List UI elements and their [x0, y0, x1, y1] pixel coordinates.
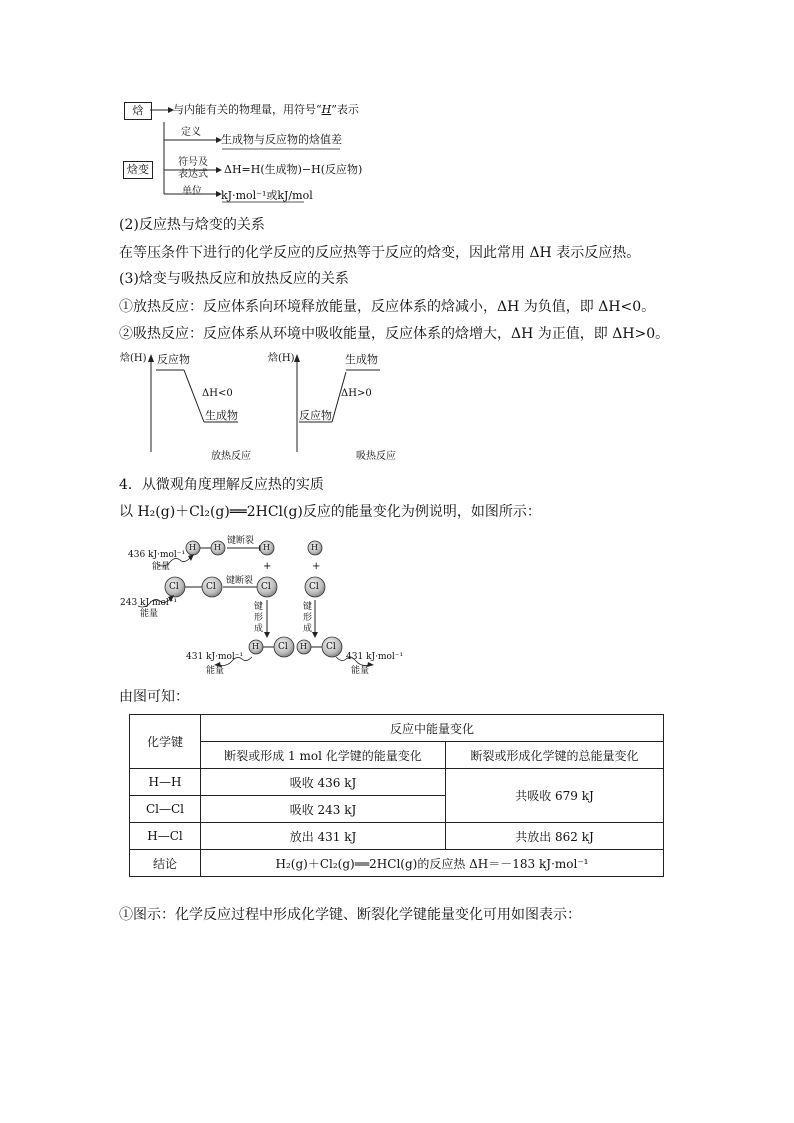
break-label-2: 键断裂	[226, 576, 254, 586]
energy-word-1: 能量	[152, 562, 171, 572]
plus-1: +	[263, 561, 272, 572]
row-single: 吸收 436 kJ	[201, 769, 446, 796]
branch-def-text: 生成物与反应物的焓值差	[221, 133, 342, 146]
right-caption: 吸热反应	[356, 451, 396, 462]
form-char-1a: 键	[254, 602, 264, 612]
form-char-3a: 成	[254, 624, 264, 634]
branch-unit-label: 单位	[182, 186, 202, 197]
energy-table	[129, 714, 664, 877]
row-total: 共放出 862 kJ	[446, 823, 664, 850]
branch-sym-label-1: 符号及	[178, 157, 208, 168]
row-bond: H—Cl	[130, 823, 201, 850]
left-caption: 放热反应	[211, 451, 251, 462]
form-char-2a: 形	[254, 613, 264, 623]
section2-heading: (2)反应热与焓变的关系	[119, 217, 265, 233]
plus-2: +	[312, 561, 321, 572]
right-bottom-label: 反应物	[299, 409, 332, 422]
header-single: 断裂或形成 1 mol 化学键的能量变化	[201, 742, 446, 769]
atom-cl-6: Cl	[326, 642, 336, 652]
right-delta-label: ΔH>0	[341, 388, 372, 399]
branch-sym-label-2: 表达式	[178, 169, 208, 180]
conclusion-label: 结论	[130, 850, 201, 877]
table-row	[130, 769, 664, 796]
section3-item1: ①放热反应：反应体系向环境释放能量，反应体系的焓减小，ΔH 为负值，即 ΔH<0。	[119, 299, 656, 315]
conclusion-row	[130, 850, 664, 877]
row-bond: H—H	[130, 769, 201, 796]
atom-h-6: H	[300, 642, 307, 651]
energy-hh: 436 kJ·mol⁻¹	[128, 550, 186, 560]
right-axis-label: 焓(H)	[268, 353, 295, 364]
left-bottom-label: 生成物	[205, 409, 238, 422]
section3-heading: (3)焓变与吸热反应和放热反应的关系	[119, 271, 349, 287]
section3-item2: ②吸热反应：反应体系从环境中吸收能量，反应体系的焓增大，ΔH 为正值，即 ΔH>0。	[119, 326, 670, 342]
left-axis-label: 焓(H)	[120, 353, 147, 364]
energy-clcl: 243 kJ·mol⁻¹	[120, 598, 178, 608]
enthalpy-desc-end: ”表示	[331, 103, 359, 116]
form-char-1b: 键	[303, 602, 313, 612]
branch-sym-text: ΔH=H(生成物)−H(反应物)	[224, 163, 363, 176]
form-char-2b: 形	[303, 613, 313, 623]
row-total-absorb: 共吸收 679 kJ	[446, 769, 664, 823]
header-group: 反应中能量变化	[201, 715, 664, 742]
atom-h-3: H	[263, 543, 270, 552]
right-top-label: 生成物	[345, 353, 378, 366]
figure-note: ①图示：化学反应过程中形成化学键、断裂化学键能量变化可用如图表示：	[119, 907, 581, 923]
energy-hcl-left: 431 kJ·mol⁻¹	[186, 652, 244, 662]
atom-h-2: H	[214, 543, 221, 552]
row-single: 吸收 243 kJ	[201, 796, 446, 823]
energy-word-3: 能量	[206, 666, 225, 676]
left-delta-label: ΔH<0	[202, 388, 233, 399]
energy-hcl-right: 431 kJ·mol⁻¹	[346, 652, 404, 662]
left-top-label: 反应物	[157, 353, 190, 366]
header-total: 断裂或形成化学键的总能量变化	[446, 742, 664, 769]
header-bond: 化学键	[130, 715, 201, 769]
atom-h-4: H	[311, 543, 318, 552]
table-intro: 由图可知：	[119, 689, 189, 705]
row-single: 放出 431 kJ	[201, 823, 446, 850]
enthalpy-box: 焓	[124, 102, 152, 120]
form-char-3b: 成	[303, 624, 313, 634]
atom-h-1: H	[189, 543, 196, 552]
break-label-1: 键断裂	[227, 536, 255, 546]
section4-intro: 以 H₂(g)＋Cl₂(g)══2HCl(g)反应的能量变化为例说明，如图所示：	[119, 504, 541, 520]
atom-h-5: H	[252, 642, 259, 651]
branch-unit-text: kJ·mol⁻¹或kJ/mol	[221, 189, 313, 202]
atom-cl-2: Cl	[206, 582, 216, 592]
section2-body: 在等压条件下进行的化学反应的反应热等于反应的焓变，因此常用 ΔH 表示反应热。	[119, 245, 641, 261]
enthalpy-change-box: 焓变	[123, 161, 153, 179]
branch-def-label: 定义	[181, 127, 201, 138]
energy-word-4: 能量	[351, 666, 370, 676]
conclusion-text: H₂(g)＋Cl₂(g)══2HCl(g)的反应热 ΔH＝－183 kJ·mol⁻¹	[201, 850, 664, 877]
table-row	[130, 823, 664, 850]
enthalpy-desc: 与内能有关的物理量，用符号“	[173, 103, 322, 116]
atom-cl-5: Cl	[278, 642, 288, 652]
row-bond: Cl—Cl	[130, 796, 201, 823]
atom-cl-1: Cl	[169, 582, 179, 592]
atom-cl-4: Cl	[309, 582, 319, 592]
atom-cl-3: Cl	[261, 582, 271, 592]
enthalpy-symbol: H	[321, 103, 332, 116]
enthalpy-diagram-lines	[118, 348, 418, 468]
energy-word-2: 能量	[140, 609, 159, 619]
section4-heading: 4．从微观角度理解反应热的实质	[119, 477, 324, 493]
table-header-row	[130, 715, 664, 742]
table-subheader-row	[130, 742, 664, 769]
